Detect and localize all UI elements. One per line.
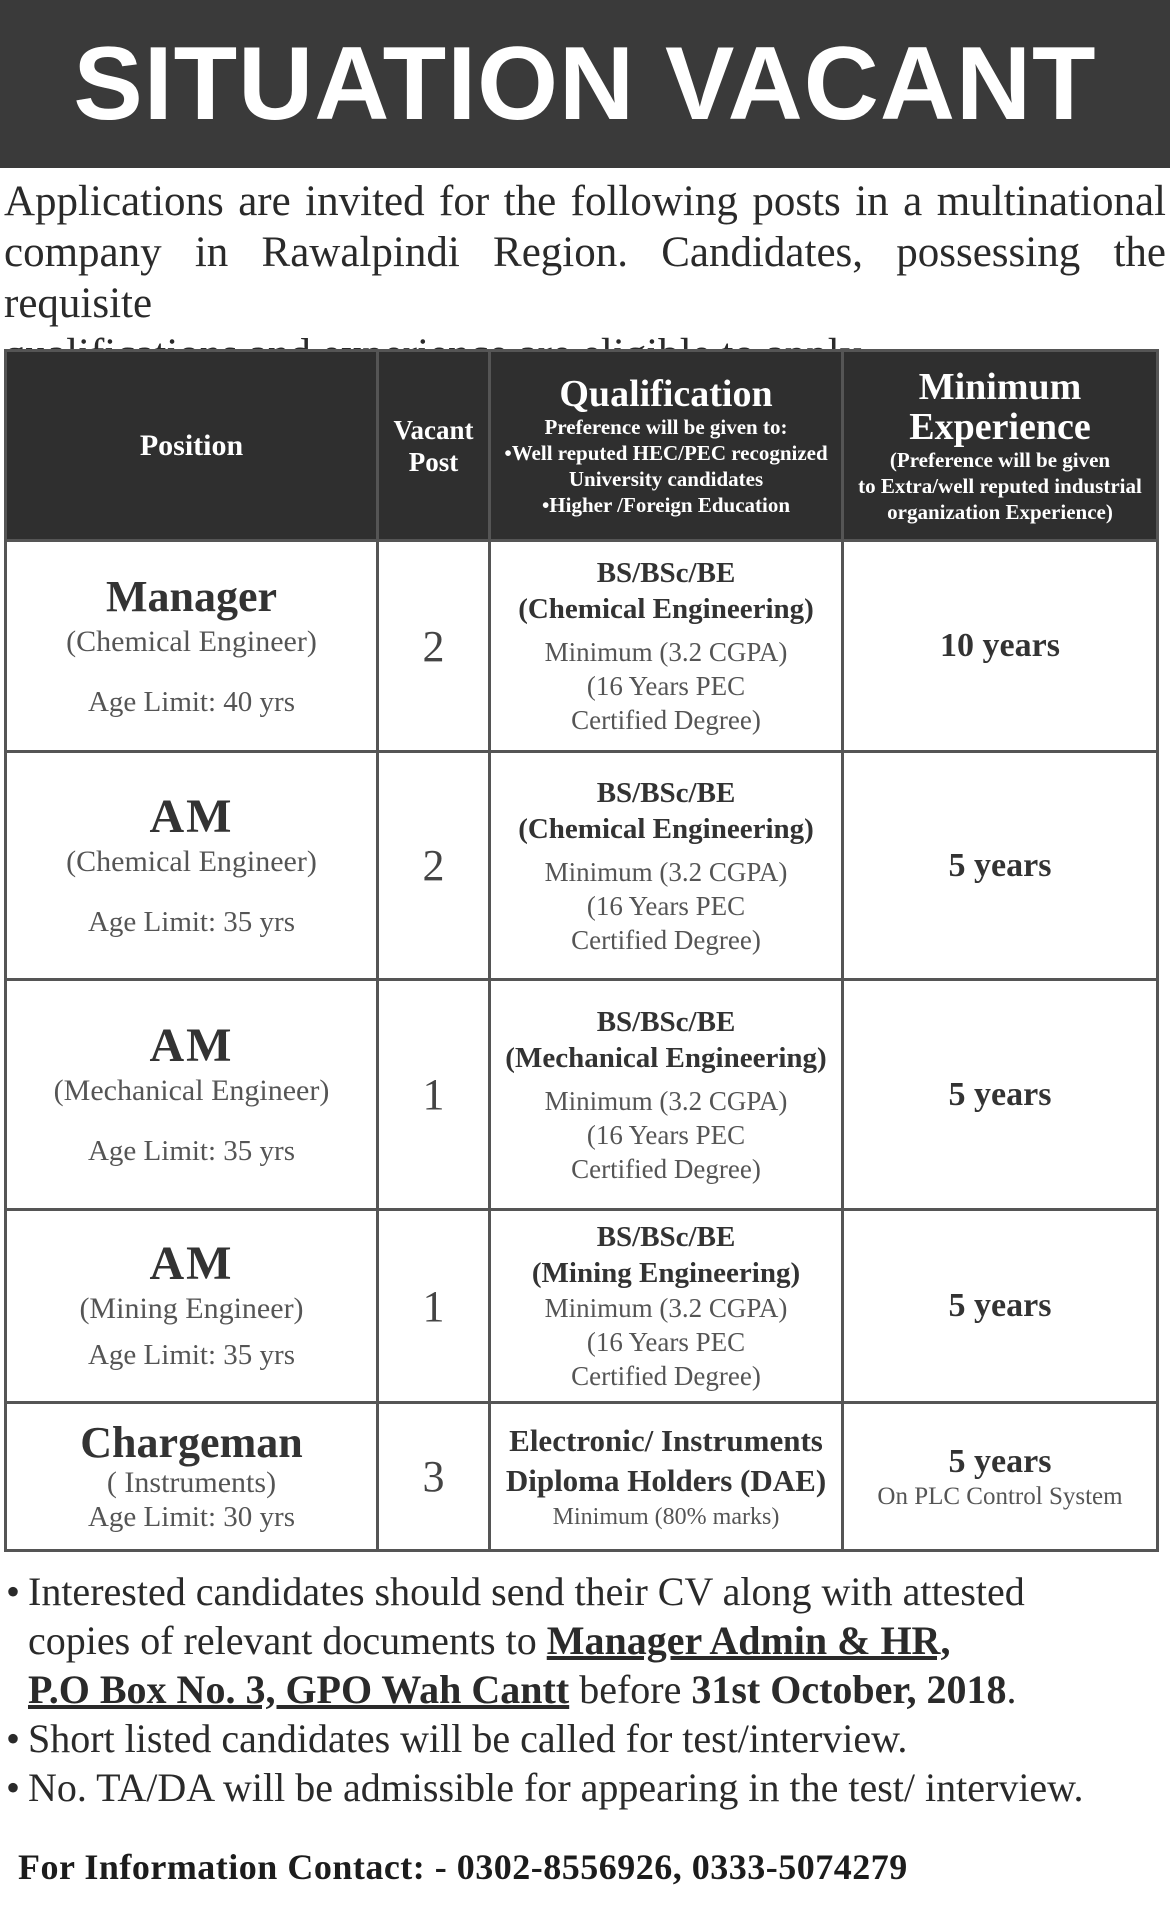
intro-line: Applications are invited for the following posts in a multinational (4, 178, 1166, 225)
note-text: copies of relevant documents to (28, 1618, 537, 1663)
vacant-cell: 3 (378, 1403, 490, 1551)
qualification-cell: Electronic/ Instruments Diploma Holders (DAE) Minimum (80% marks) (490, 1403, 843, 1551)
vacant-cell: 1 (378, 980, 490, 1210)
note-text: Short listed candidates will be called for test/interview. (28, 1716, 908, 1761)
contact-info: For Information Contact: - 0302-8556926, 0333-5074279 (18, 1847, 908, 1887)
note-item-shortlist (4, 1714, 1166, 1763)
header-minimum-experience: Minimum Experience (Preference will be given to Extra/well reputed industrial organization Experience) (843, 351, 1158, 541)
qualification-cell: BS/BSc/BE (Mining Engineering) Minimum (3.2 CGPA) (16 Years PEC Certified Degree) (490, 1210, 843, 1403)
vacant-cell: 2 (378, 541, 490, 752)
qualification-cell: BS/BSc/BE (Mechanical Engineering) Minimum (3.2 CGPA) (16 Years PEC Certified Degree) (490, 980, 843, 1210)
position-cell: AM (Mining Engineer) Age Limit: 35 yrs (6, 1210, 378, 1403)
experience-cell: 5 years (843, 980, 1158, 1210)
position-cell: Chargeman ( Instruments) Age Limit: 30 yrs (6, 1403, 378, 1551)
deadline: 31st October, 2018 (691, 1667, 1007, 1712)
note-item-tada (4, 1763, 1166, 1812)
title-banner (0, 0, 1170, 168)
bullet: • (6, 1569, 21, 1614)
experience-cell: 5 years (843, 752, 1158, 980)
address-line: Manager Admin & HR, (546, 1618, 951, 1663)
note-text: . (1006, 1667, 1017, 1712)
vacant-cell: 2 (378, 752, 490, 980)
notes-list (4, 1567, 1166, 1812)
table-row (6, 1403, 1158, 1551)
qualification-cell: BS/BSc/BE (Chemical Engineering) Minimum (3.2 CGPA) (16 Years PEC Certified Degree) (490, 541, 843, 752)
position-cell: Manager (Chemical Engineer) Age Limit: 40 yrs (6, 541, 378, 752)
position-cell: AM (Mechanical Engineer) Age Limit: 35 yrs (6, 980, 378, 1210)
table-row (6, 541, 1158, 752)
qualification-cell: BS/BSc/BE (Chemical Engineering) Minimum (3.2 CGPA) (16 Years PEC Certified Degree) (490, 752, 843, 980)
header-vacant-post: Vacant Post (378, 351, 490, 541)
page-title: SITUATION VACANT (73, 26, 1097, 142)
experience-cell: 5 years On PLC Control System (843, 1403, 1158, 1551)
bullet: • (6, 1716, 21, 1761)
vacant-cell: 1 (378, 1210, 490, 1403)
experience-cell: 10 years (843, 541, 1158, 752)
table-row (6, 1210, 1158, 1403)
positions-table (4, 349, 1159, 1552)
table-row (6, 980, 1158, 1210)
note-text: Interested candidates should send their CV along with attested (28, 1569, 1025, 1614)
experience-cell: 5 years (843, 1210, 1158, 1403)
note-item-cv (4, 1567, 1166, 1714)
bullet: • (6, 1765, 21, 1810)
header-qualification: Qualification Preference will be given to: •Well reputed HEC/PEC recognized University candidates •Higher /Foreign Education (490, 351, 843, 541)
intro-line: company in Rawalpindi Region. Candidates, possessing the requisite (4, 229, 1166, 327)
table-header-row (6, 351, 1158, 541)
position-cell: AM (Chemical Engineer) Age Limit: 35 yrs (6, 752, 378, 980)
note-text: No. TA/DA will be admissible for appearing in the test/ interview. (28, 1765, 1084, 1810)
table-row (6, 752, 1158, 980)
note-text: before (579, 1667, 682, 1712)
address-line: P.O Box No. 3, GPO Wah Cantt (28, 1667, 570, 1712)
header-position: Position (6, 351, 378, 541)
